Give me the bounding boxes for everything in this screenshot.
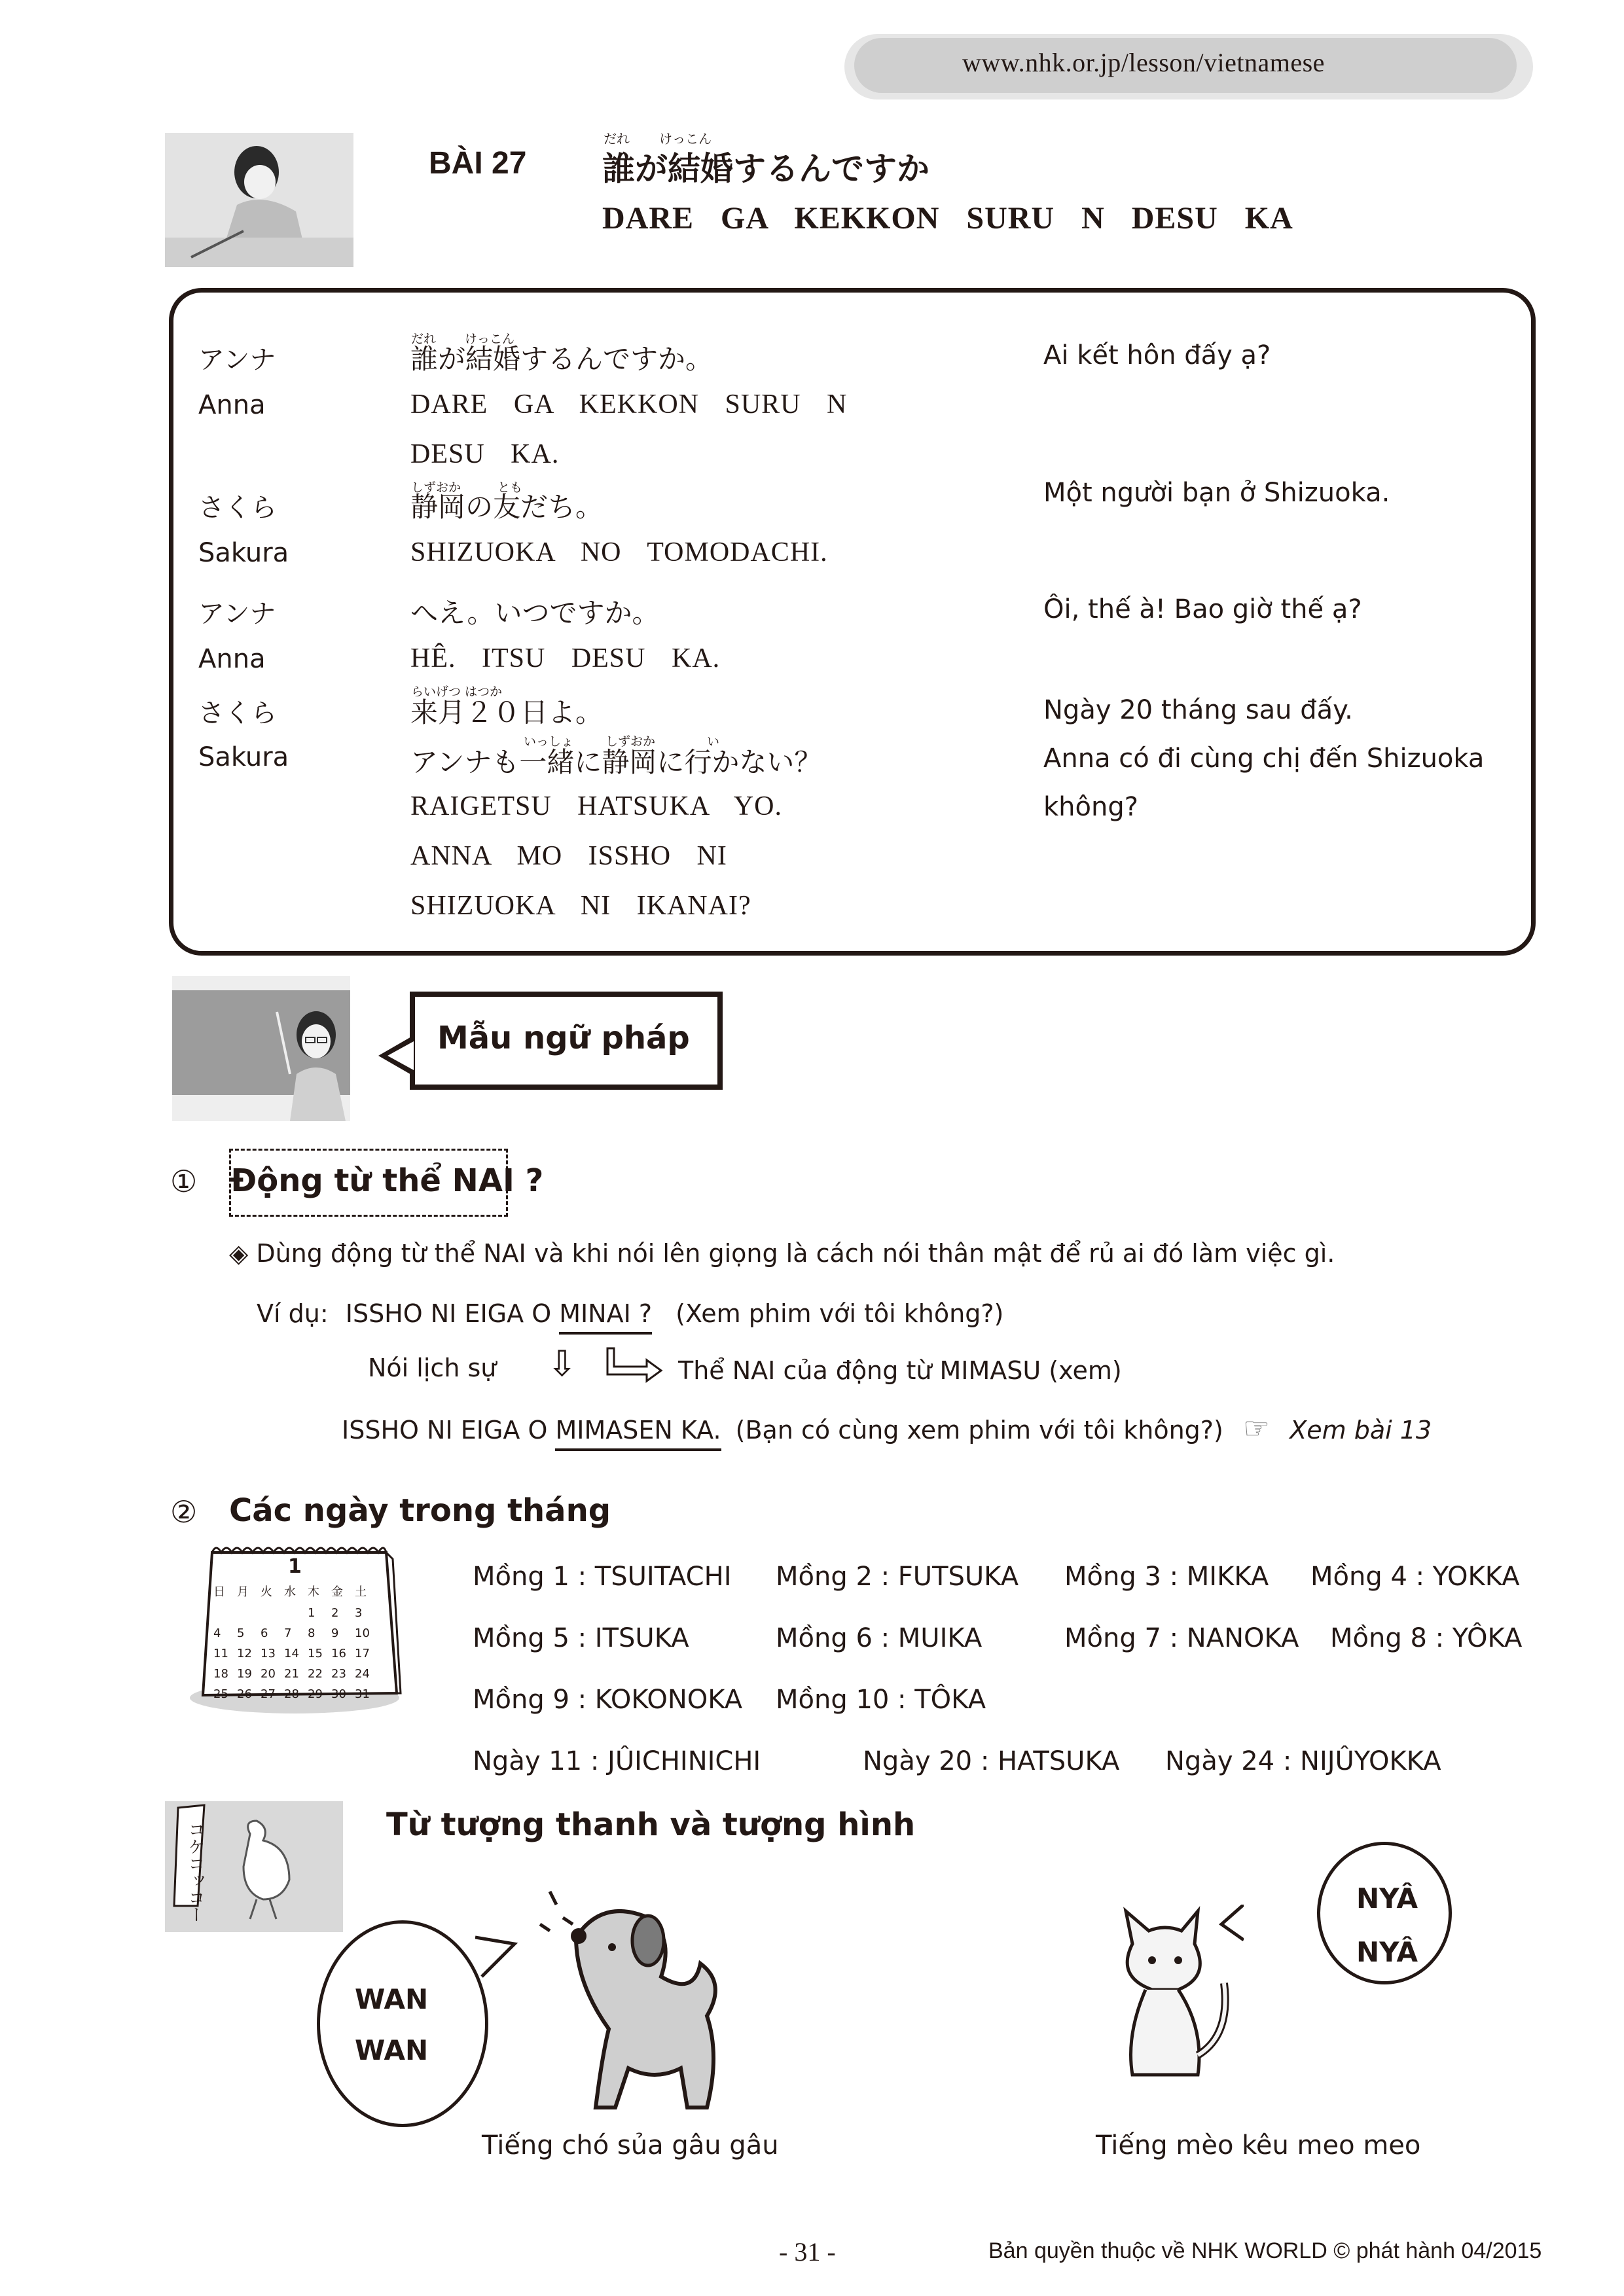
example-text: ISSHO NI EIGA O — [345, 1299, 560, 1328]
lesson-number: BÀI 27 — [429, 146, 527, 181]
dialog-translation: Ngày 20 tháng sau đấy. — [1043, 695, 1353, 725]
speaker-romaji: Anna — [198, 644, 266, 674]
dog-sound: WAN — [355, 2034, 429, 2066]
description-text: Dùng động từ thể NAI và khi nói lên giọng là cách nói thân mật để rủ ai đó làm việc gì. — [256, 1239, 1335, 1268]
title-furigana: だれ けっこん — [604, 131, 712, 147]
section-number: ① — [170, 1164, 198, 1199]
cat-sound: NYÂ — [1356, 1936, 1418, 1968]
weekday: 火 — [261, 1585, 272, 1599]
day-item: Mồng 2 : FUTSUKA — [776, 1562, 1019, 1592]
copyright: Bản quyền thuộc về NHK WORLD © phát hành 04/2015 — [988, 2238, 1542, 2263]
speaker-jp: アンナ — [198, 345, 276, 375]
furigana: らいげつ — [411, 685, 461, 699]
section-number: ② — [170, 1494, 198, 1530]
dialog-line-romaji: DARE GA KEKKON SURU N — [410, 389, 848, 420]
dialog-translation: Anna có đi cùng chị đến Shizuoka — [1043, 744, 1485, 774]
weekday: 日 — [213, 1585, 225, 1599]
arrow-down-icon: ⇩ — [547, 1343, 577, 1384]
dialog-line-romaji: ANNA MO ISSHO NI — [410, 841, 727, 871]
speaker-romaji: Sakura — [198, 538, 289, 568]
day-item: Mồng 6 : MUIKA — [776, 1623, 983, 1653]
speaker-jp: さくら — [198, 698, 277, 728]
bubble-tail — [475, 1931, 521, 1986]
polite-example-translation: (Bạn có cùng xem phim với tôi không?) — [735, 1416, 1223, 1444]
calendar-month: 1 — [288, 1555, 302, 1578]
example-line — [257, 1299, 1003, 1328]
diamond-bullet-icon: ◈ — [229, 1239, 249, 1268]
pointing-hand-icon: ☞ — [1242, 1410, 1271, 1446]
day-item: Mồng 9 : KOKONOKA — [473, 1685, 743, 1715]
section-title-text: Động từ thể NAI — [230, 1162, 514, 1199]
furigana: とも — [497, 480, 523, 495]
speaker-jp: さくら — [198, 493, 277, 523]
dialog-translation: không? — [1043, 792, 1138, 822]
dialog-line-romaji: RAIGETSU HATSUKA YO. — [410, 791, 782, 821]
student-illustration — [165, 133, 353, 267]
dialog-line-romaji: DESU KA. — [410, 439, 560, 469]
chicken-illustration — [165, 1801, 343, 1932]
website-url[interactable]: www.nhk.or.jp/lesson/vietnamese — [962, 48, 1325, 77]
day-item: Mồng 8 : YÔKA — [1330, 1623, 1523, 1653]
furigana: はつか — [465, 685, 503, 699]
dialog-line-jp: 誰が結婚するんですか。 — [410, 343, 713, 375]
day-item: Ngày 20 : HATSUKA — [863, 1746, 1120, 1776]
weekday: 水 — [284, 1585, 296, 1599]
cat-illustration — [1100, 1905, 1231, 2084]
dog-sound: WAN — [355, 1983, 429, 2015]
weekday: 土 — [355, 1585, 367, 1599]
day-item: Mồng 3 : MIKKA — [1064, 1562, 1269, 1592]
day-item: Mồng 5 : ITSUKA — [473, 1623, 689, 1653]
polite-example-text: ISSHO NI EIGA O — [342, 1416, 556, 1444]
section-title-suffix: ? — [514, 1162, 544, 1199]
lesson-title-japanese: 誰が結婚するんですか — [602, 150, 929, 188]
nai-form-note: Thể NAI của động từ MIMASU (xem) — [678, 1356, 1122, 1385]
callout-tail-inner — [388, 1041, 414, 1070]
furigana: しずおか — [605, 734, 656, 749]
grammar-callout-label: Mẫu ngữ pháp — [437, 1020, 690, 1056]
grammar-description — [229, 1239, 1335, 1268]
dog-caption: Tiếng chó sủa gâu gâu — [482, 2130, 779, 2161]
furigana: しずおか — [411, 480, 461, 495]
dialog-line-jp: 静岡の友だち。 — [410, 491, 604, 523]
example-translation: (Xem phim với tôi không?) — [676, 1299, 1004, 1328]
dialog-line-jp: 来月２０日よ。 — [410, 696, 604, 728]
chicken-sound: コケコッコー — [185, 1821, 205, 1923]
day-item: Mồng 7 : NANOKA — [1064, 1623, 1299, 1653]
arrow-turn-right-icon — [605, 1347, 664, 1389]
furigana: けっこん — [465, 332, 515, 346]
furigana: い — [707, 734, 720, 749]
calendar-grid: 日 月 火 水 木 金 土 1 2 3 4 5 6 7 8 9 10 11 12 13 14 15 16 17 18 19 20 21 22 23 24 25 26 27 28 29 30 31 — [213, 1583, 378, 1701]
page-number: - 31 - — [779, 2237, 836, 2267]
reference-link[interactable]: Xem bài 13 — [1290, 1416, 1432, 1444]
section-title: Các ngày trong tháng — [229, 1492, 611, 1529]
lesson-title-romaji: DARE GA KEKKON SURU N DESU KA — [602, 201, 1293, 236]
day-item: Ngày 24 : NIJÛYOKKA — [1165, 1746, 1441, 1776]
example-label: Ví dụ: — [257, 1299, 329, 1328]
dog-illustration — [537, 1885, 753, 2123]
dialog-translation: Ai kết hôn đấy ạ? — [1043, 340, 1271, 370]
day-item: Mồng 4 : YOKKA — [1310, 1562, 1520, 1592]
dialog-line-jp: へえ。いつですか。 — [410, 597, 660, 629]
dialog-translation: Ôi, thế à! Bao giờ thế ạ? — [1043, 594, 1362, 624]
dialog-line-romaji: HÊ. ITSU DESU KA. — [410, 643, 721, 673]
dialog-line-romaji: SHIZUOKA NI IKANAI? — [410, 891, 751, 921]
day-item: Mồng 10 : TÔKA — [776, 1685, 986, 1715]
speaker-jp: アンナ — [198, 599, 276, 629]
furigana: だれ — [411, 332, 437, 346]
furigana: いっしょ — [524, 734, 574, 749]
example-underlined: MINAI ? — [559, 1299, 652, 1335]
calendar-icon — [190, 1546, 406, 1716]
polite-example-line — [342, 1410, 1432, 1446]
weekday: 金 — [331, 1585, 343, 1599]
speaker-romaji: Sakura — [198, 742, 289, 772]
section-title — [230, 1162, 543, 1199]
dialog-line-jp: アンナも一緒に静岡に行かない？ — [410, 746, 822, 778]
day-item: Ngày 11 : JÛICHINICHI — [473, 1746, 761, 1776]
weekday: 月 — [237, 1585, 249, 1599]
weekday: 木 — [308, 1585, 319, 1599]
cat-sound: NYÂ — [1356, 1882, 1418, 1914]
dialog-translation: Một người bạn ở Shizuoka. — [1043, 478, 1390, 508]
polite-example-underlined: MIMASEN KA. — [555, 1416, 721, 1451]
cat-caption: Tiếng mèo kêu meo meo — [1096, 2130, 1421, 2161]
dog-speech-bubble — [317, 1920, 488, 2127]
polite-label: Nói lịch sự — [368, 1354, 497, 1382]
speaker-romaji: Anna — [198, 390, 266, 420]
day-item: Mồng 1 : TSUITACHI — [473, 1562, 732, 1592]
teacher-illustration — [172, 976, 350, 1121]
onomatopoeia-title: Từ tượng thanh và tượng hình — [386, 1806, 916, 1843]
dialog-line-romaji: SHIZUOKA NO TOMODACHI. — [410, 537, 828, 567]
